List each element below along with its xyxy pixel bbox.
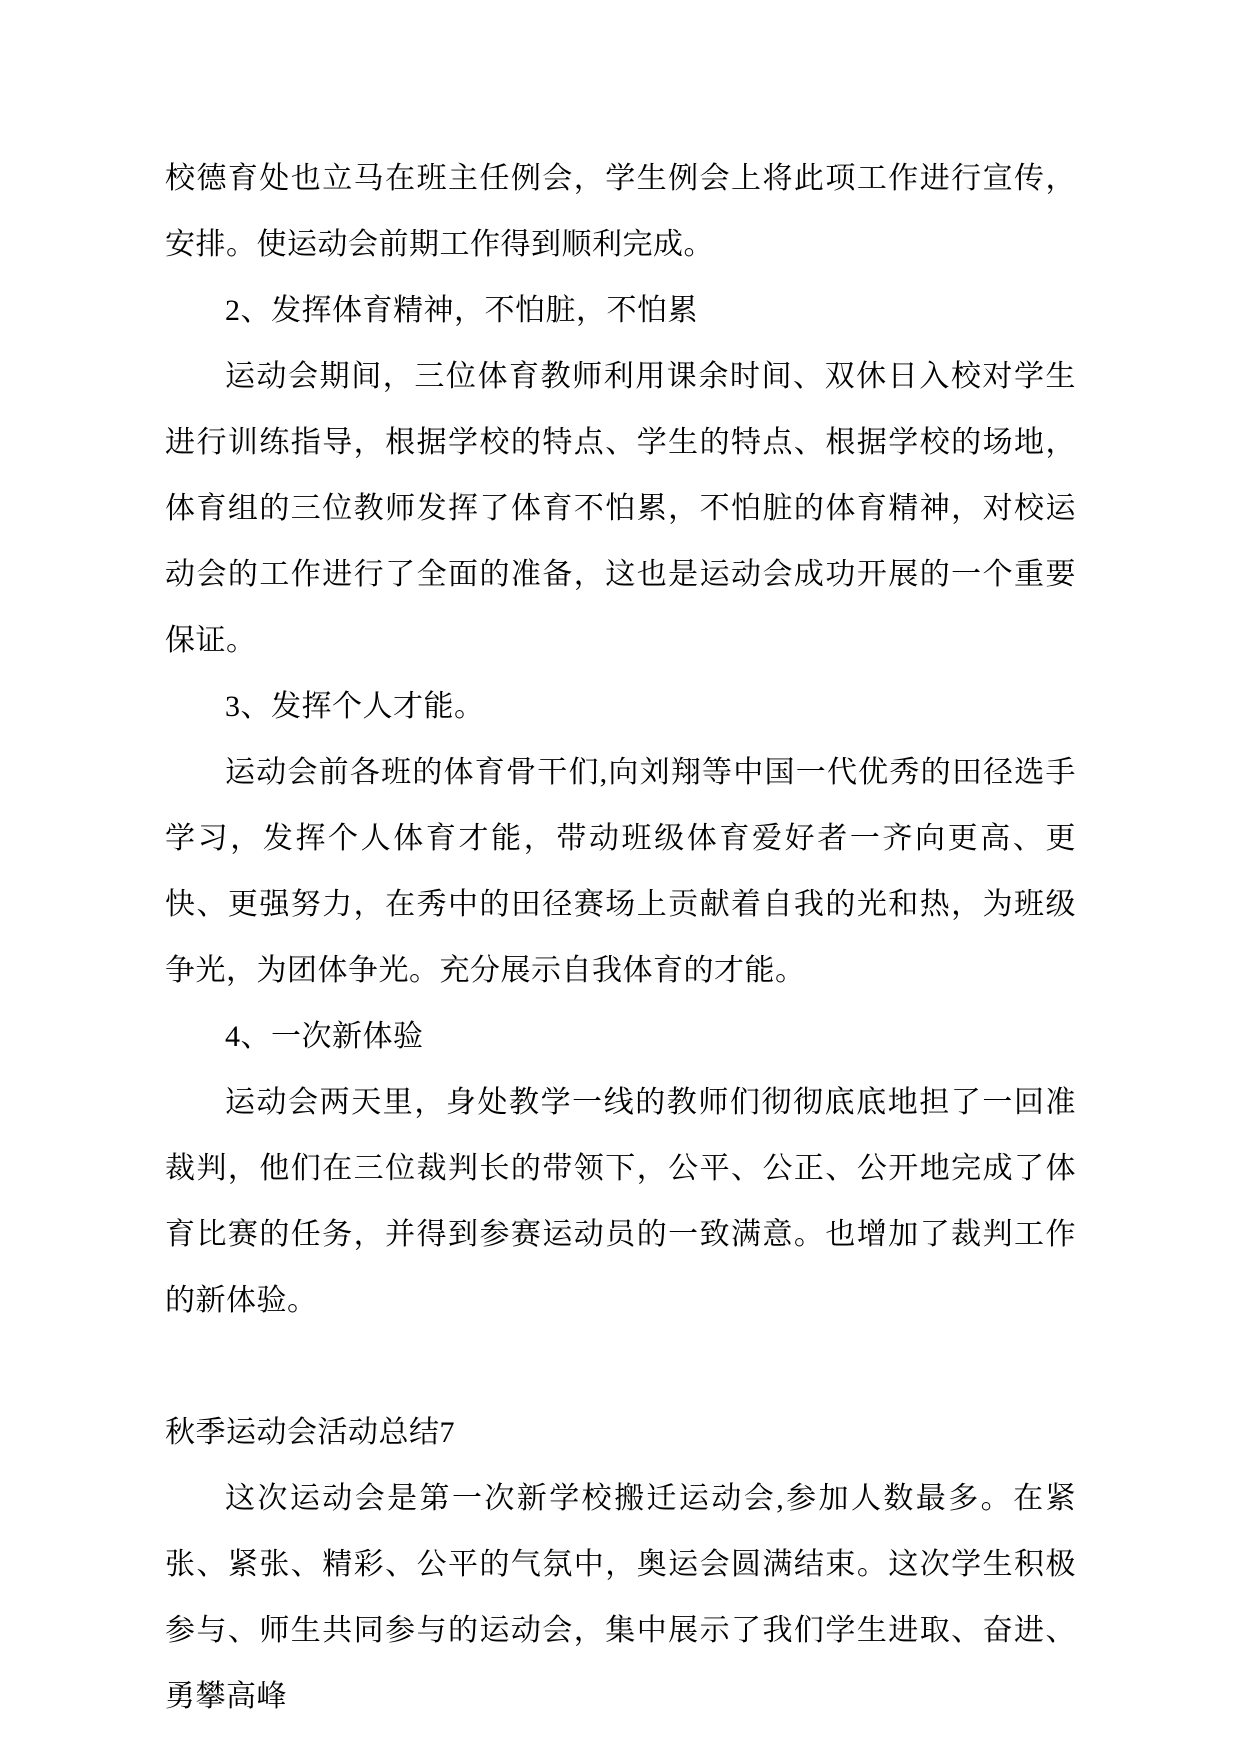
- document-text-area: [165, 146, 1076, 1730]
- body-paragraph: 2、发挥体育精神，不怕脏，不怕累: [225, 294, 698, 327]
- body-paragraph: 运动会前各班的体育骨干们,向刘翔等中国一代优秀的田径选手学习，发挥个人体育才能，带动班级体育爱好者一齐向更高、更快、更强努力，在秀中的田径赛场上贡献着自我的光和热，为班级争光，为团体争光。充分展示自我体育的才能。: [165, 756, 1076, 987]
- body-paragraph: 4、一次新体验: [225, 1020, 424, 1053]
- body-paragraph: 这次运动会是第一次新学校搬迁运动会,参加人数最多。在紧张、紧张、精彩、公平的气氛中，奥运会圆满结束。这次学生积极参与、师生共同参与的运动会，集中展示了我们学生进取、奋进、勇攀高峰: [165, 1482, 1076, 1713]
- section-heading: 秋季运动会活动总结7: [165, 1416, 455, 1449]
- body-paragraph: 3、发挥个人才能。: [225, 690, 485, 723]
- body-paragraph: 运动会两天里，身处教学一线的教师们彻彻底底地担了一回准裁判，他们在三位裁判长的带领下，公平、公正、公开地完成了体育比赛的任务，并得到参赛运动员的一致满意。也增加了裁判工作的新体验。: [165, 1086, 1076, 1317]
- body-paragraph: 校德育处也立马在班主任例会，学生例会上将此项工作进行宣传，安排。使运动会前期工作得到顺利完成。: [165, 162, 1076, 261]
- body-paragraph: 运动会期间，三位体育教师利用课余时间、双休日入校对学生进行训练指导，根据学校的特点、学生的特点、根据学校的场地，体育组的三位教师发挥了体育不怕累，不怕脏的体育精神，对校运动会的工作进行了全面的准备，这也是运动会成功开展的一个重要保证。: [165, 360, 1076, 657]
